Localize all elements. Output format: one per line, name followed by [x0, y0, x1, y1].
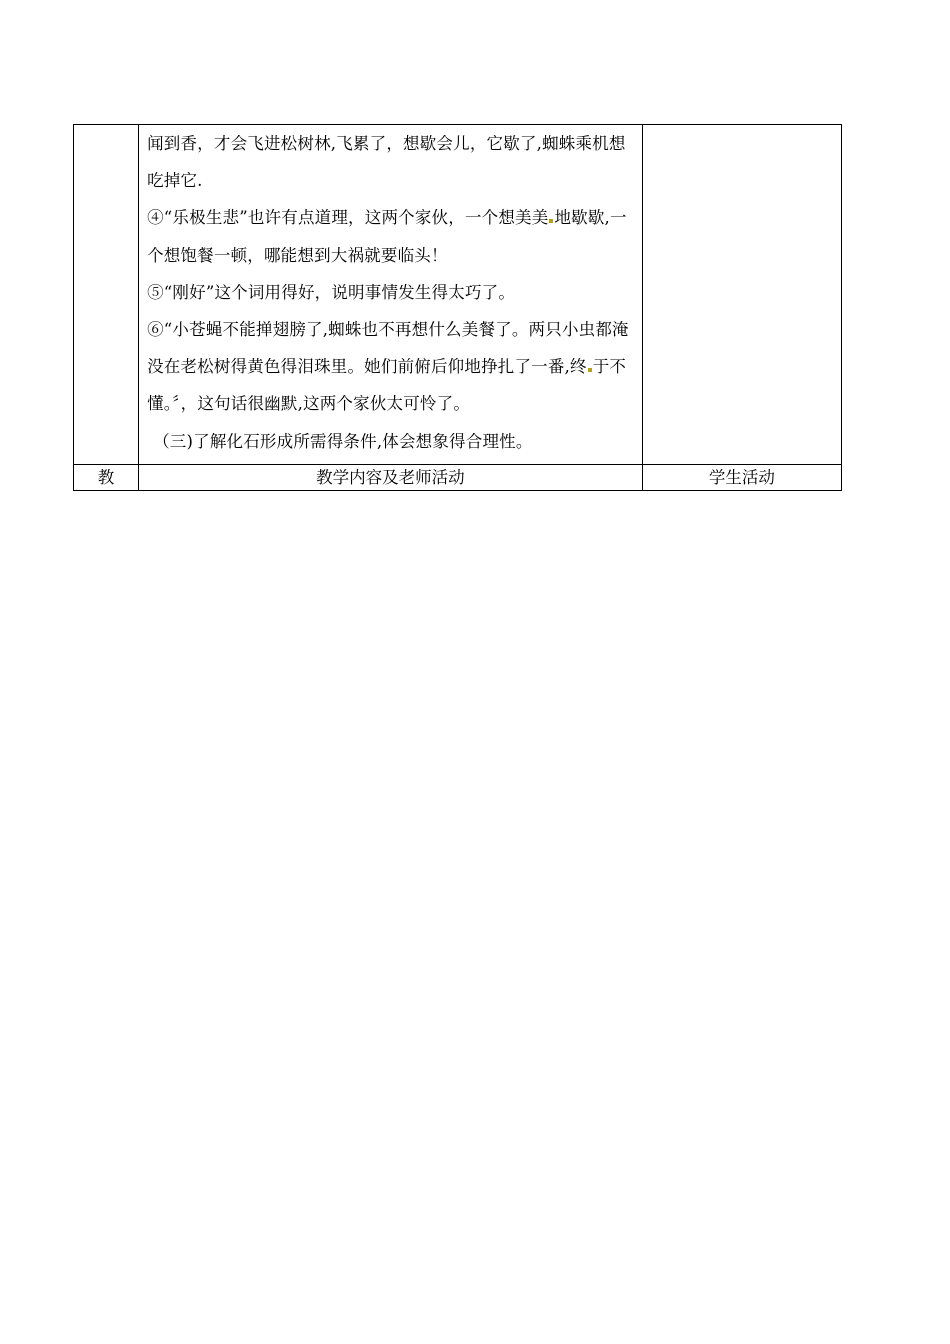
right-cell-empty [642, 125, 841, 465]
paragraph-1: 闻到香，才会飞进松树林,飞累了，想歇会儿，它歇了,蜘蛛乘机想吃掉它. [147, 134, 626, 191]
paragraph-2-continued: 地歇歇,一个想饱餐一顿，哪能想到大祸就要临头！ [147, 208, 627, 265]
header-col-1: 教 [74, 464, 139, 490]
paragraph-4 [147, 311, 634, 423]
left-cell-empty [74, 125, 139, 465]
paragraph-2 [147, 199, 634, 273]
header-col-3: 学生活动 [642, 464, 841, 490]
paragraph-4-continued: 于不懂。〞，这句话很幽默,这两个家伙太可怜了。 [147, 357, 627, 414]
paragraph-2-text: ④“乐极生悲”也许有点道理，这两个家伙，一个想美美 [147, 208, 549, 228]
header-col-2: 教学内容及老师活动 [139, 464, 643, 490]
paragraph-3: ⑤“刚好”这个词用得好，说明事情发生得太巧了。 [147, 282, 516, 302]
teaching-content-cell [139, 125, 643, 465]
paragraph-4-text: ⑥“小苍蝇不能掸翅膀了,蜘蛛也不再想什么美餐了。两只小虫都淹没在老松树得黄色得泪珠里。她们前俯后仰地挣扎了一番,终 [147, 320, 629, 377]
revision-mark-icon [549, 219, 553, 223]
section-heading: （三)了解化石形成所需得条件,体会想象得合理性。 [153, 431, 533, 451]
content-row [74, 125, 842, 465]
revision-mark-icon-2 [588, 368, 592, 372]
lesson-table [73, 124, 842, 491]
header-row [74, 464, 842, 490]
